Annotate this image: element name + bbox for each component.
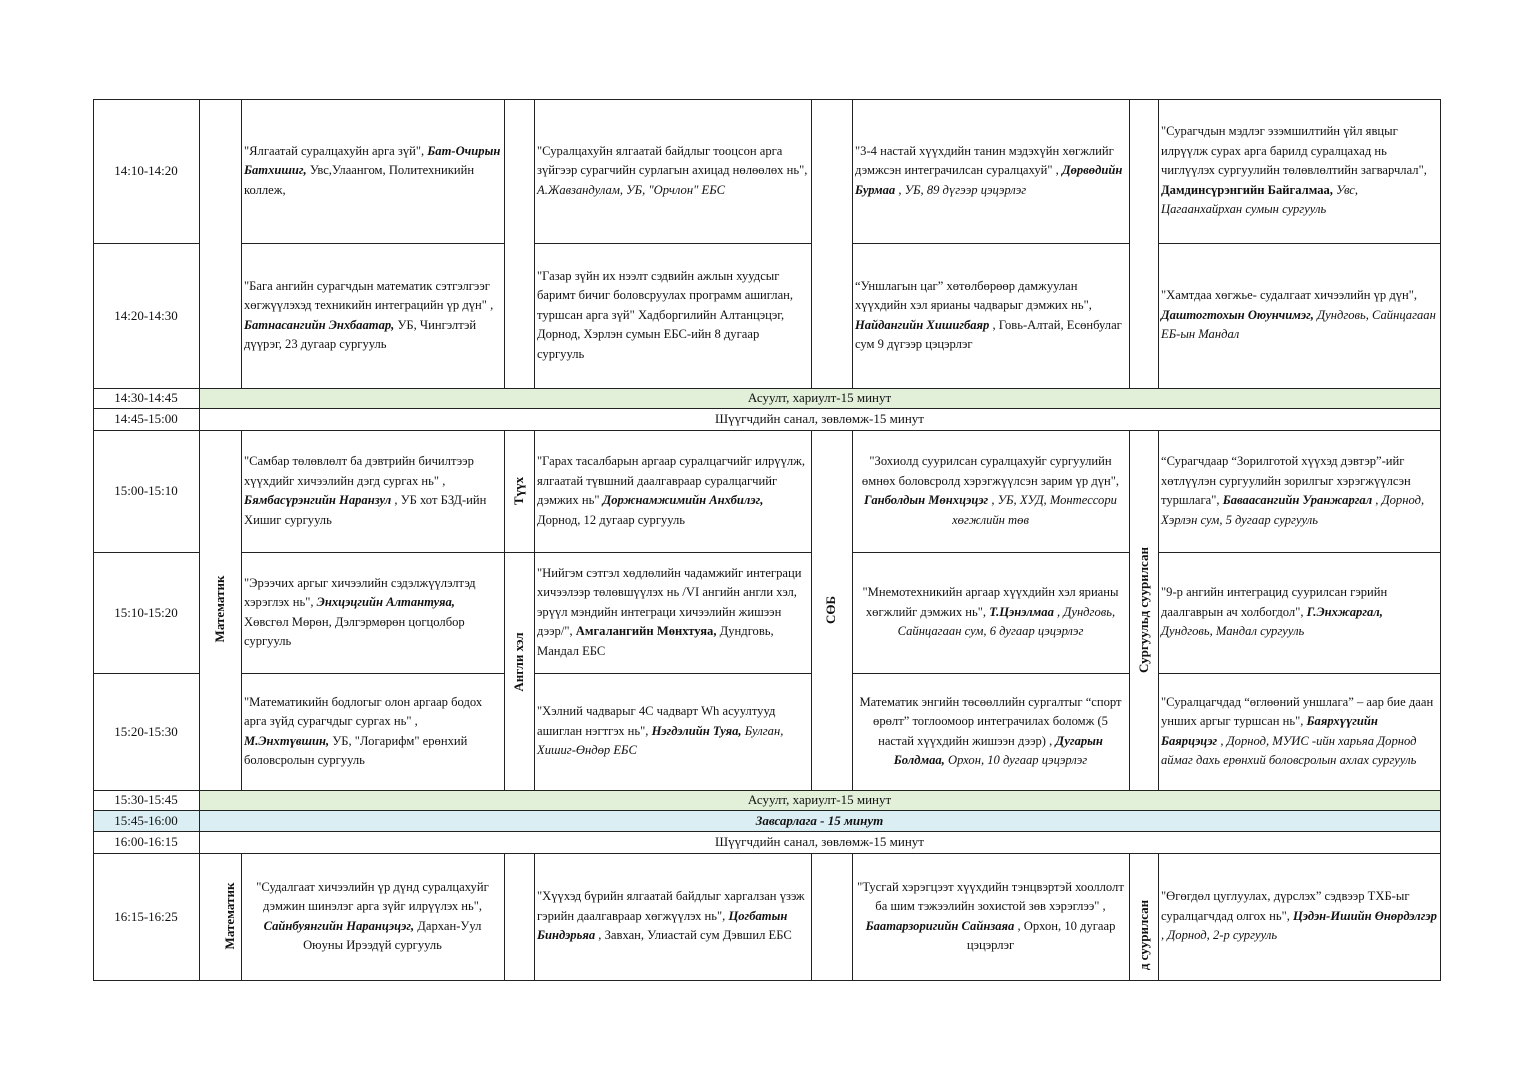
talk-cell: "Эрээчих аргыг хичээлийн сэдэлжүүлэлтэд хэрэглэх нь", Энхцэцгийн Алтантуяа, Хөвсгөл Мөрөн, Дэлгэрмөрөн цогцолбор сургууль [244, 575, 476, 648]
time-cell: 15:10-15:20 [114, 604, 178, 620]
talk-cell: "Мнемотехникийн аргаар хүүхдийн хэл ярианы хөгжлийг дэмжих нь", Т.Цэнэлмаа , Дундговь, Сайнцагаан сум, 6 дугаар цэцэрлэг [862, 585, 1119, 639]
border [1158, 430, 1441, 553]
talk-cell: “Уншлагын цаг” хөтөлбөрөөр дамжуулан хүүхдийн хэл ярианы чадварыг дэмжих нь", Найдангийн Хишигбаяр , Говь-Алтай, Есөнбулаг сум 9 дүгээр цэцэрлэг [855, 278, 1122, 351]
border [504, 99, 535, 389]
border [199, 408, 1441, 431]
border [93, 430, 200, 553]
border [93, 673, 200, 791]
border [504, 430, 535, 553]
border [534, 99, 812, 244]
talk-cell: "Тусгай хэрэгцээт хүүхдийн тэнцвэртэй хооллолт ба шим тэжээлийн зохистой зөв хэрэглээ" , Баатарзоригийн Сайнзаяа , Орхон, 10 дугаар цэцэрлэг [857, 879, 1124, 952]
border [852, 552, 1130, 674]
time-cell: 16:00-16:15 [114, 834, 178, 849]
border [534, 552, 812, 674]
talk-cell: "Гарах тасалбарын аргаар суралцагчийг илрүүлж, ялгаатай түвшний даалгавраар суралцагчийг дэмжих нь" Доржнамжимийн Анхбилэг, Дорнод, 12 дугаар сургууль [537, 454, 805, 527]
section-label-english: Англи хэл [511, 632, 526, 692]
border [504, 552, 535, 791]
border [199, 831, 1441, 854]
border [241, 243, 505, 389]
border [199, 790, 1441, 811]
border [199, 853, 242, 981]
border [852, 99, 1130, 244]
border [199, 388, 1441, 409]
break-band: Завсарлага - 15 минут [199, 810, 1440, 831]
talk-cell: "Ялгаатай суралцахуйн арга зүй", Бат-Очирын Батхишиг, Увс,Улаангом, Политехникийн коллеж, [244, 143, 501, 197]
talk-cell: "Самбар төлөвлөлт ба дэвтрийн бичилтээр хүүхдийг хичээлийн дэгд сургах нь" , Бямбасүрэнгийн Наранзул , УБ хот БЗД-ийн Хишиг сургууль [244, 454, 487, 527]
time-cell: 15:30-15:45 [114, 792, 178, 807]
border [199, 99, 242, 389]
talk-cell: "Судалгаат хичээлийн үр дүнд суралцахуйг дэмжин шинэлэг арга зүйг илрүүлэх нь", Сайнбуянгийн Наранцэцэг, Дархан-Уул Оюуны Ирээдүй сургууль [256, 879, 489, 952]
qa-band: Асуулт, хариулт-15 минут [199, 790, 1440, 810]
time-cell: 14:10-14:20 [114, 163, 178, 178]
border [1158, 673, 1441, 791]
section-label-history: Түүх [511, 476, 526, 506]
talk-cell: "Хэлний чадварыг 4С чадварт Wh асуултууд ашиглан нэгтгэх нь", Нэгдэлийн Туяа, Булган, Хишиг-Өндөр ЕБС [537, 704, 784, 758]
border [1158, 99, 1441, 244]
border [93, 810, 200, 832]
time-cell: 15:20-15:30 [114, 723, 178, 739]
border [534, 430, 812, 553]
border [199, 810, 1441, 832]
border [534, 673, 812, 791]
talk-cell: “Сурагчдаар “Зорилготой хүүхэд дэвтэр”-ийг хөтлүүлэн сургуулийн зорилгыг хэрэгжүүлсэн туршлага", Баваасангийн Уранжаргал , Дорнод, Хэрлэн сум, 5 дугаар сургууль [1161, 454, 1425, 527]
qa-band: Асуулт, хариулт-15 минут [199, 388, 1440, 408]
border [93, 243, 200, 389]
border [93, 853, 200, 981]
talk-cell: "3-4 настай хүүхдийн танин мэдэхүйн хөгжлийг дэмжсэн интеграчилсан суралцахуй" , Дөрвөдийн Бурмаа , УБ, 89 дүгээр цэцэрлэг [855, 143, 1123, 197]
section-label-school-based: д суурилсан [1136, 899, 1151, 971]
border [534, 853, 812, 981]
time-cell: 15:00-15:10 [114, 483, 178, 498]
time-cell: 15:45-16:00 [93, 810, 199, 831]
border [811, 853, 853, 981]
border [241, 552, 505, 674]
border [811, 430, 853, 791]
border [93, 99, 200, 244]
border [241, 99, 505, 244]
border [852, 673, 1130, 791]
border [199, 430, 242, 791]
border [811, 99, 853, 389]
talk-cell: "Суралцагчдад “өглөөний уншлага” – аар бие даан унших аргыг туршсан нь", Баярхүүгийн Баярцэцэг , Дорнод, МУИС -ийн харьяа Дорнод аймаг дахь ерөнхий боловсролын ахлах сургууль [1161, 694, 1434, 767]
talk-cell: "Суралцахуйн ялгаатай байдлыг тооцсон арга зүйгээр сурагчийн сурлагын ахицад нөлөөлөх нь", А.Жавзандулам, УБ, "Орчлон" ЕБС [537, 143, 808, 197]
border [93, 831, 200, 854]
time-cell: 14:20-14:30 [114, 307, 178, 323]
talk-cell: Математик энгийн төсөөллийн сургалтыг “спорт өрөлт” тоглоомоор интеграчилах боломж (5 настай хүүхдийн жишээн дээр) , Дугарын Болдмаа, Орхон, 10 дугаар цэцэрлэг [859, 694, 1122, 767]
border [93, 408, 200, 431]
border [534, 243, 812, 389]
border [93, 790, 200, 811]
time-cell: 14:45-15:00 [114, 411, 178, 426]
jury-band: Шүүгчдийн санал, зөвлөмж-15 минут [715, 411, 924, 426]
border [1158, 243, 1441, 389]
border [1129, 430, 1159, 791]
talk-cell: "Хүүхэд бүрийн ялгаатай байдлыг харгалзан үзэж гэрийн даалгавраар хөгжүүлэх нь", Цогбатын Биндэрьяа , Завхан, Улиастай сум Дэвшил ЕБС [537, 889, 805, 943]
talk-cell: "Хамтдаа хөгжье- судалгаат хичээлийн үр дүн", Даштогтохын Оюунчимэг, Дундговь, Сайнцагаан ЕБ-ын Мандал [1161, 288, 1436, 342]
border [852, 430, 1130, 553]
talk-cell: "Зохиолд суурилсан суралцахуйг сургуулийн өмнөх боловсролд хэрэгжүүлсэн зарим үр дүн", Ганболдын Мөнхцэцэг , УБ, ХУД, Монтессори хөгжлийн төв [861, 454, 1120, 527]
section-label-math: Математик [212, 575, 227, 643]
border [852, 853, 1130, 981]
border [504, 853, 535, 981]
talk-cell: "Сурагчдын мэдлэг эзэмшилтийн үйл явцыг илрүүлж сурах арга барилд суралцахад нь чиглүүлэх сургуулийн төлөвлөлтийн загварчлал", Дамдинсүрэнгийн Байгалмаа, Увс, Цагаанхайрхан сумын сургууль [1161, 124, 1427, 217]
section-label-school-based: Сургуульд суурилсан [1136, 547, 1151, 673]
section-label-math: Математик [222, 882, 237, 950]
talk-cell: "Газар зүйн их нээлт сэдвийн ажлын хуудсыг баримт бичиг боловсруулах программ ашиглан, туршсан арга зүй" Хадборгилийн Алтанцэцэг, Дорнод, Хэрлэн сумын ЕБС-ийн 8 дугаар сургууль [537, 268, 794, 361]
border [93, 388, 200, 409]
talk-cell: "Өгөгдөл цуглуулах, дүрслэх” сэдвээр ТХБ-ыг суралцагчдад олгох нь", Цэдэн-Ишийн Өнөрдэлгэр , Дорнод, 2-р сургууль [1161, 889, 1437, 943]
border [93, 552, 200, 674]
time-cell: 14:30-14:45 [114, 390, 178, 405]
talk-cell: "Бага ангийн сурагчдын математик сэтгэлгээг хөгжүүлэхэд техникийн интеграцийн үр дүн" , Батнасангийн Энхбаатар, УБ, Чингэлтэй дүүрэг, 23 дугаар сургууль [244, 278, 494, 351]
border [1158, 853, 1441, 981]
border [241, 430, 505, 553]
talk-cell: "9-р ангийн интеграцид суурилсан гэрийн даалгаврын ач холбогдол", Г.Энхжаргал, Дундговь, Мандал сургууль [1161, 585, 1388, 639]
talk-cell: "Нийгэм сэтгэл хөдлөлийн чадамжийг интеграци хичээлээр төлөвшүүлэх нь /VI ангийн англи хэл, эрүүл мэндийн интеграци хичээлийн жишээн дээр/", Амгалангийн Мөнхтуяа, Дундговь, Мандал ЕБС [537, 565, 802, 658]
border [241, 853, 505, 981]
border [241, 673, 505, 791]
time-cell: 16:15-16:25 [114, 908, 178, 924]
border [1129, 853, 1159, 981]
jury-band: Шүүгчдийн санал, зөвлөмж-15 минут [715, 834, 924, 849]
border [1129, 99, 1159, 389]
border [852, 243, 1130, 389]
talk-cell: "Математикийн бодлогыг олон аргаар бодох арга зүйд сурагчдыг сургах нь" , М.Энхтүвшин, УБ, "Логарифм" ерөнхий боловсролын сургууль [244, 694, 483, 767]
border [1158, 552, 1441, 674]
section-label-preschool: СӨБ [823, 595, 838, 625]
